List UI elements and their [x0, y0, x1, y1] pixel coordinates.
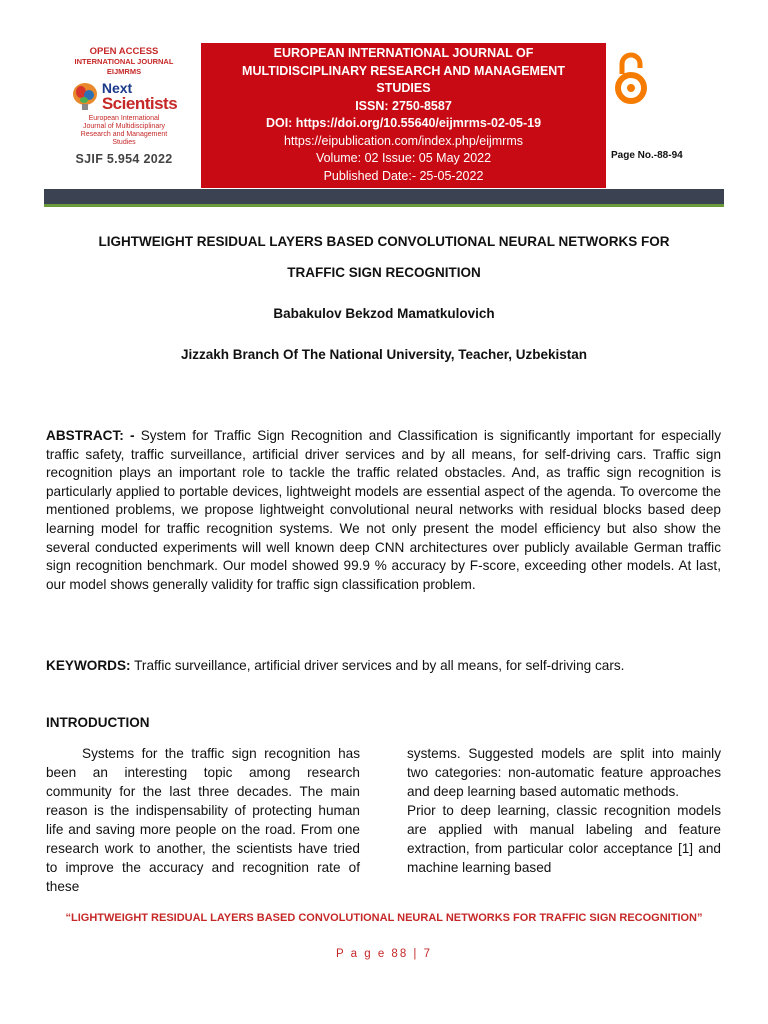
logo-sub-4: Studies: [112, 139, 136, 146]
keywords-label: KEYWORDS:: [46, 658, 131, 673]
running-title: “LIGHTWEIGHT RESIDUAL LAYERS BASED CONVOLUTIONAL NEURAL NETWORKS FOR TRAFFIC SIGN RECOGNITION”: [65, 912, 703, 924]
intro-column-1: Systems for the traffic sign recognition has been an interesting topic among research community for the last three decades. The main reason is the indispensability of protecting human life and saving more people on the road. From one research work to another, the scientists have tried to improve the accuracy and recognition rate of these: [46, 746, 360, 894]
author-affiliation: Jizzakh Branch Of The National University, Teacher, Uzbekistan: [180, 347, 588, 362]
paper-title-line-2: TRAFFIC SIGN RECOGNITION: [287, 265, 481, 280]
abstract-text: System for Traffic Sign Recognition and Classification is significantly important for especially traffic safety, traffic surveillance, artificial driver services and by all means, for self-driving cars. Traffic sign recognition plays an important role to tackle the traffic related obstacles. And, as traffic sign recognition is particularly applied to portable devices, lightweight models are essential aspect of the agenda. To overcome the mentioned problems, we propose lightweight convolutional neural networks with residual blocks based deep learning model for traffic recognition systems. We not only present the model efficiency but also show the several conducted experiments will well known deep CNN architectures over publicly available German traffic sign recognition benchmark. Our model showed 99.9 % accuracy by F-score, exceeding other models. At last, our model shows generally validity for traffic sign classification problem.: [46, 428, 721, 592]
abstract-label: ABSTRACT: -: [46, 428, 135, 443]
author-name: Babakulov Bekzod Mamatkulovich: [273, 306, 495, 321]
volume-issue: Volume: 02 Issue: 05 May 2022: [315, 151, 492, 165]
sjif-label: SJIF 5.954 2022: [75, 152, 173, 166]
brain-icon: [71, 81, 99, 111]
keywords-text: Traffic surveillance, artificial driver services and by all means, for self-driving cars.: [130, 658, 625, 673]
intro-column-2: [407, 744, 721, 877]
logo-next-text: Next: [101, 80, 133, 96]
open-access-icon: [614, 50, 648, 113]
journal-title-line-1: EUROPEAN INTERNATIONAL JOURNAL OF: [273, 46, 534, 60]
header-divider-band: [44, 189, 724, 204]
intro-col2-paragraph-1: systems. Suggested models are split into mainly two categories: non-automatic feature approaches and deep learning based automatic methods.: [407, 746, 721, 799]
journal-abbr-label: EIJMRMS: [106, 67, 142, 76]
journal-header-box: [201, 43, 606, 188]
next-scientists-logo: [62, 81, 186, 111]
page-range: Page No.-88-94: [611, 150, 683, 161]
header-divider-line: [44, 204, 724, 207]
logo-scientists-text: Scientists: [101, 94, 178, 113]
page-number: P a g e 88 | 7: [336, 948, 432, 960]
logo-sub-3: Research and Management: [80, 131, 168, 138]
journal-title-line-3: STUDIES: [376, 81, 431, 95]
published-date: Published Date:- 25-05-2022: [323, 168, 484, 183]
paper-title-line-1: LIGHTWEIGHT RESIDUAL LAYERS BASED CONVOLUTIONAL NEURAL NETWORKS FOR: [98, 234, 670, 249]
logo-sub-2: Journal of Multidisciplinary: [82, 123, 166, 130]
abstract: [46, 427, 721, 594]
intro-col2-paragraph-2: Prior to deep learning, classic recognition models are applied with manual labeling and feature extraction, from particular color acceptance [1] and machine learning based: [407, 803, 721, 875]
issn: ISSN: 2750-8587: [355, 98, 452, 113]
open-access-label: OPEN ACCESS: [89, 46, 159, 57]
introduction-heading: INTRODUCTION: [46, 715, 150, 730]
journal-logo: [62, 46, 186, 166]
keywords: [46, 657, 721, 676]
journal-line-label: INTERNATIONAL JOURNAL: [74, 57, 174, 66]
journal-url-link[interactable]: https://eipublication.com/index.php/eijmrms: [283, 133, 523, 148]
doi-link[interactable]: DOI: https://doi.org/10.55640/eijmrms-02-05-19: [265, 116, 542, 130]
logo-sub-1: European International: [88, 115, 160, 122]
journal-title-line-2: MULTIDISCIPLINARY RESEARCH AND MANAGEMENT: [242, 63, 565, 78]
